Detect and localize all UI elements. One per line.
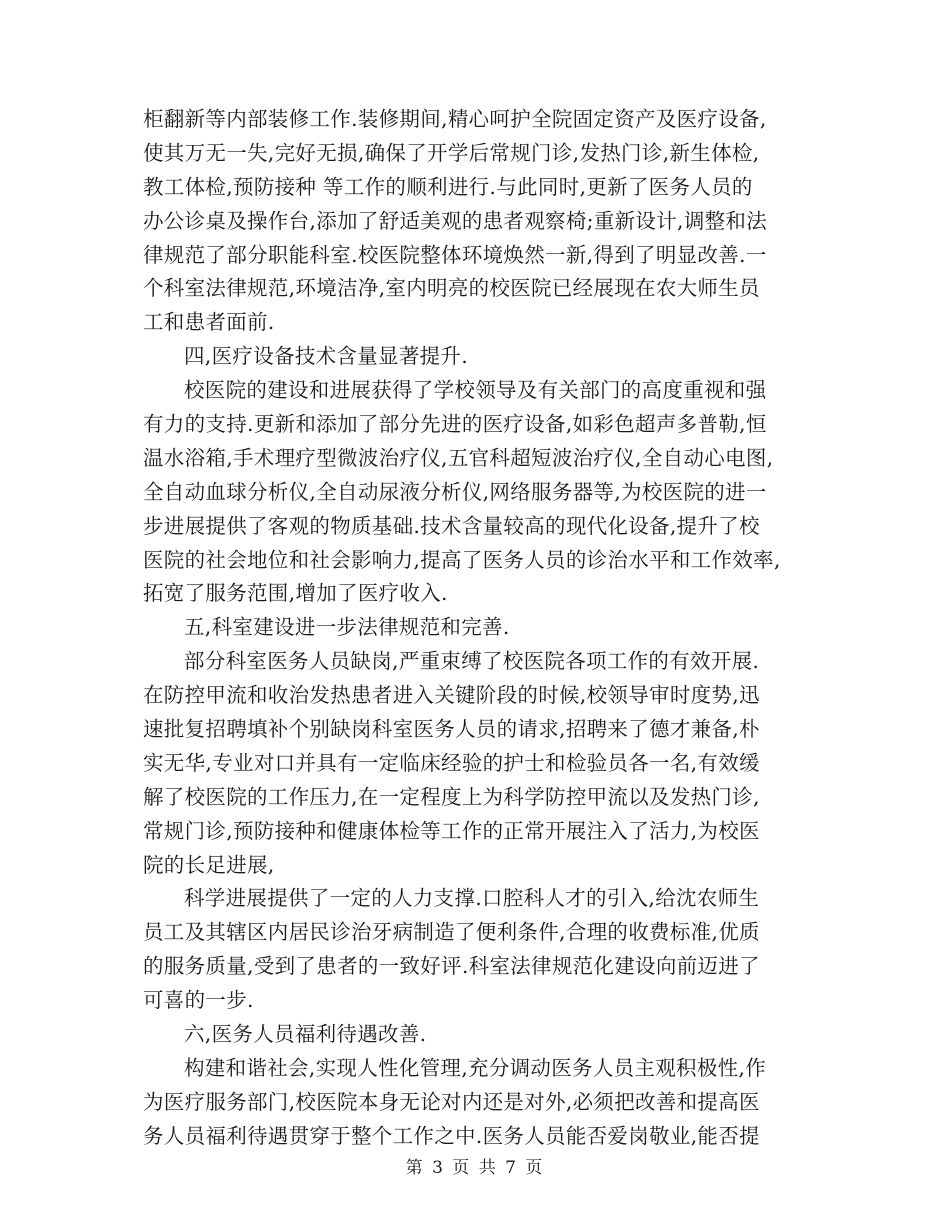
text-line: 可喜的一步. — [143, 988, 254, 1013]
text-line: 四,医疗设备技术含量显著提升. — [184, 344, 469, 369]
text-line: 个科室法律规范,环境洁净,室内明亮的校医院已经展现在农大师生员 — [143, 276, 760, 301]
text-line: 在防控甲流和收治发热患者进入关键阶段的时候,校领导审时度势,迅 — [143, 683, 760, 708]
text-line: 柜翻新等内部装修工作.装修期间,精心呵护全院固定资产及医疗设备, — [143, 107, 767, 131]
text-line: 科学进展提供了一定的人力支撑.口腔科人才的引入,给沈农师生 — [184, 886, 760, 911]
text-line: 医院的社会地位和社会影响力,提高了医务人员的诊治水平和工作效率, — [143, 547, 781, 572]
text-line: 速批复招聘填补个别缺岗科室医务人员的请求,招聘来了德才兼备,朴 — [143, 717, 760, 742]
text-line: 员工及其辖区内居民诊治牙病制造了便利条件,合理的收费标准,优质 — [143, 920, 760, 945]
text-line: 构建和谐社会,实现人性化管理,充分调动医务人员主观积极性,作 — [184, 1055, 767, 1080]
text-line: 步进展提供了客观的物质基础.技术含量较高的现代化设备,提升了校 — [143, 513, 760, 538]
text-line: 解了校医院的工作压力,在一定程度上为科学防控甲流以及发热门诊, — [143, 784, 760, 809]
text-line: 全自动血球分析仪,全自动尿液分析仪,网络服务器等,为校医院的进一 — [143, 479, 767, 504]
text-line: 五,科室建设进一步法律规范和完善. — [184, 615, 510, 640]
text-line: 务人员福利待遇贯穿于整个工作之中.医务人员能否爱岗敬业,能否提 — [143, 1123, 760, 1148]
text-line: 为医疗服务部门,校医院本身无论对内还是对外,必须把改善和提高医 — [143, 1089, 760, 1114]
text-line: 院的长足进展, — [143, 852, 275, 877]
text-line: 律规范了部分职能科室.校医院整体环境焕然一新,得到了明显改善.一 — [143, 242, 767, 267]
page-footer: 第 3 页 共 7 页 — [405, 1158, 545, 1178]
text-line: 的服务质量,受到了患者的一致好评.科室法律规范化建设向前迈进了 — [143, 954, 760, 979]
text-line: 部分科室医务人员缺岗,严重束缚了校医院各项工作的有效开展. — [184, 649, 760, 674]
text-line: 常规门诊,预防接种和健康体检等工作的正常开展注入了活力,为校医 — [143, 818, 760, 843]
text-line: 实无华,专业对口并具有一定临床经验的护士和检验员各一名,有效缓 — [143, 750, 760, 775]
text-line: 校医院的建设和进展获得了学校领导及有关部门的高度重视和强 — [184, 378, 767, 403]
text-line: 拓宽了服务范围,增加了医疗收入. — [143, 581, 448, 606]
text-line: 工和患者面前. — [143, 310, 275, 335]
text-line: 六,医务人员福利待遇改善. — [184, 1022, 427, 1047]
text-line: 使其万无一失,完好无损,确保了开学后常规门诊,发热门诊,新生体检, — [143, 140, 760, 165]
text-line: 教工体检,预防接种 等工作的顺利进行.与此同时,更新了医务人员的 — [143, 174, 753, 199]
text-line: 有力的支持.更新和添加了部分先进的医疗设备,如彩色超声多普勒,恒 — [143, 412, 767, 437]
text-line: 办公诊桌及操作台,添加了舒适美观的患者观察椅;重新设计,调整和法 — [143, 208, 768, 233]
document-body — [143, 103, 813, 1154]
text-line: 温水浴箱,手术理疗型微波治疗仪,五官科超短波治疗仪,全自动心电图, — [143, 445, 774, 470]
